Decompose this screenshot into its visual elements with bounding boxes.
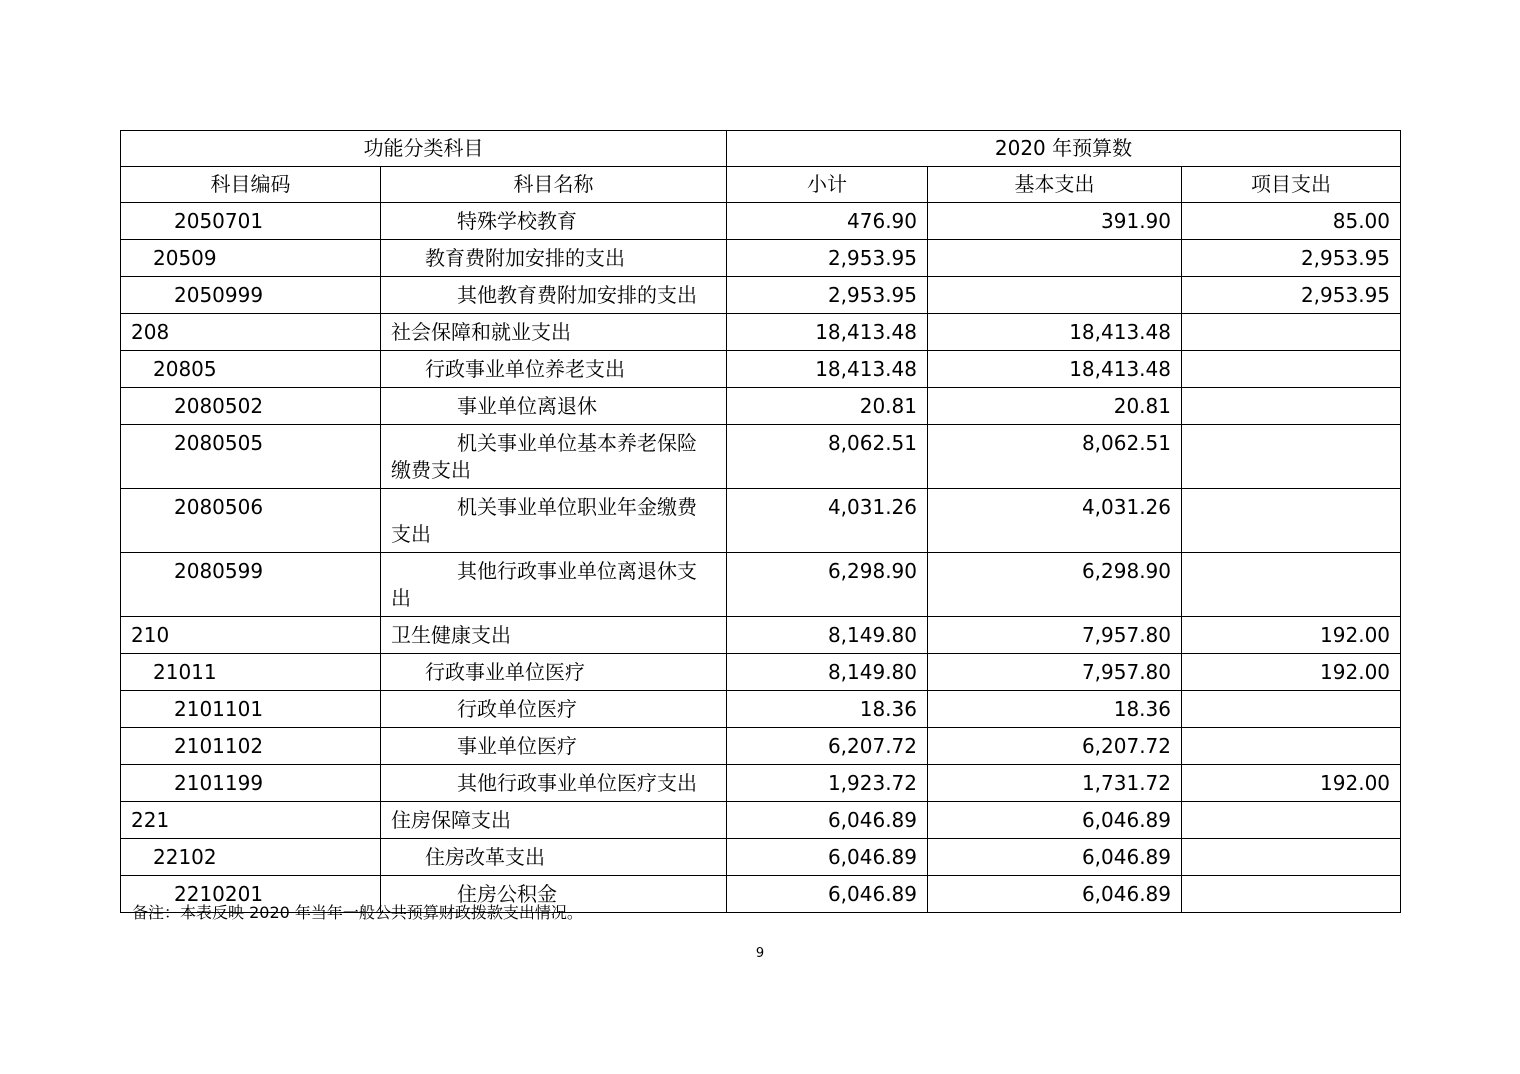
table-row: [121, 277, 1401, 314]
budget-table: [120, 130, 1401, 913]
subject-name-cell: 其他教育费附加安排的支出: [381, 277, 727, 314]
project-expenditure-cell: 2,953.95: [1182, 240, 1401, 277]
header-functional-classification: 功能分类科目: [121, 131, 727, 167]
basic-expenditure-cell: 391.90: [928, 203, 1182, 240]
project-expenditure-cell: [1182, 351, 1401, 388]
basic-expenditure-cell: 1,731.72: [928, 765, 1182, 802]
project-expenditure-cell: 192.00: [1182, 654, 1401, 691]
subject-code-cell: 20509: [121, 240, 381, 277]
subject-code-cell: 2050701: [121, 203, 381, 240]
subtotal-cell: 8,062.51: [727, 425, 928, 489]
project-expenditure-cell: [1182, 489, 1401, 553]
subject-name-cell: 社会保障和就业支出: [381, 314, 727, 351]
project-expenditure-cell: [1182, 425, 1401, 489]
subject-code-cell: 22102: [121, 839, 381, 876]
project-expenditure-cell: 2,953.95: [1182, 277, 1401, 314]
basic-expenditure-cell: [928, 240, 1182, 277]
header-subject-name: 科目名称: [381, 167, 727, 203]
basic-expenditure-cell: 18,413.48: [928, 351, 1182, 388]
subject-name-cell: 住房保障支出: [381, 802, 727, 839]
project-expenditure-cell: 85.00: [1182, 203, 1401, 240]
table-row: [121, 553, 1401, 617]
table-row: [121, 203, 1401, 240]
table-row: [121, 314, 1401, 351]
subject-name-cell: 行政单位医疗: [381, 691, 727, 728]
header-column-row: [121, 167, 1401, 203]
subject-name-cell: 卫生健康支出: [381, 617, 727, 654]
basic-expenditure-cell: 7,957.80: [928, 654, 1182, 691]
table-row: [121, 489, 1401, 553]
table-row: [121, 388, 1401, 425]
project-expenditure-cell: [1182, 802, 1401, 839]
basic-expenditure-cell: 18.36: [928, 691, 1182, 728]
subtotal-cell: 6,046.89: [727, 839, 928, 876]
subtotal-cell: 1,923.72: [727, 765, 928, 802]
subject-code-cell: 20805: [121, 351, 381, 388]
table-row: [121, 765, 1401, 802]
project-expenditure-cell: 192.00: [1182, 617, 1401, 654]
subtotal-cell: 6,207.72: [727, 728, 928, 765]
project-expenditure-cell: [1182, 728, 1401, 765]
subtotal-cell: 18,413.48: [727, 351, 928, 388]
basic-expenditure-cell: 18,413.48: [928, 314, 1182, 351]
table-row: [121, 617, 1401, 654]
project-expenditure-cell: [1182, 691, 1401, 728]
table-row: [121, 839, 1401, 876]
subtotal-cell: 4,031.26: [727, 489, 928, 553]
subject-name-cell: 事业单位医疗: [381, 728, 727, 765]
table-row: [121, 351, 1401, 388]
project-expenditure-cell: 192.00: [1182, 765, 1401, 802]
subject-name-cell: 其他行政事业单位离退休支出: [381, 553, 727, 617]
header-basic-expenditure: 基本支出: [928, 167, 1182, 203]
subject-code-cell: 2101199: [121, 765, 381, 802]
header-subject-code: 科目编码: [121, 167, 381, 203]
subject-code-cell: 208: [121, 314, 381, 351]
subject-name-cell: 特殊学校教育: [381, 203, 727, 240]
basic-expenditure-cell: 20.81: [928, 388, 1182, 425]
subtotal-cell: 8,149.80: [727, 617, 928, 654]
header-budget-2020: 2020 年预算数: [727, 131, 1401, 167]
subject-code-cell: 21011: [121, 654, 381, 691]
project-expenditure-cell: [1182, 839, 1401, 876]
subject-code-cell: 2101102: [121, 728, 381, 765]
basic-expenditure-cell: 6,046.89: [928, 802, 1182, 839]
table-row: [121, 654, 1401, 691]
subtotal-cell: 18.36: [727, 691, 928, 728]
subject-name-cell: 事业单位离退休: [381, 388, 727, 425]
subject-code-cell: 2080505: [121, 425, 381, 489]
subject-name-cell: 其他行政事业单位医疗支出: [381, 765, 727, 802]
subtotal-cell: 8,149.80: [727, 654, 928, 691]
subtotal-cell: 20.81: [727, 388, 928, 425]
table-row: [121, 802, 1401, 839]
subject-code-cell: 2210201: [121, 876, 381, 913]
page-number: 9: [755, 946, 765, 961]
subtotal-cell: 6,298.90: [727, 553, 928, 617]
basic-expenditure-cell: 6,207.72: [928, 728, 1182, 765]
project-expenditure-cell: [1182, 553, 1401, 617]
subject-name-cell: 机关事业单位基本养老保险缴费支出: [381, 425, 727, 489]
basic-expenditure-cell: 8,062.51: [928, 425, 1182, 489]
table-note: 备注：本表反映 2020 年当年一般公共预算财政拨款支出情况。: [132, 903, 583, 922]
subject-name-cell: 教育费附加安排的支出: [381, 240, 727, 277]
subtotal-cell: 6,046.89: [727, 802, 928, 839]
subject-name-cell: 行政事业单位医疗: [381, 654, 727, 691]
project-expenditure-cell: [1182, 314, 1401, 351]
table-row: [121, 728, 1401, 765]
subtotal-cell: 6,046.89: [727, 876, 928, 913]
subtotal-cell: 2,953.95: [727, 277, 928, 314]
subject-name-cell: 住房公积金: [381, 876, 727, 913]
subject-code-cell: 2050999: [121, 277, 381, 314]
subject-code-cell: 2080502: [121, 388, 381, 425]
basic-expenditure-cell: 6,046.89: [928, 839, 1182, 876]
table-row: [121, 425, 1401, 489]
subtotal-cell: 18,413.48: [727, 314, 928, 351]
subject-code-cell: 2080506: [121, 489, 381, 553]
subject-name-cell: 住房改革支出: [381, 839, 727, 876]
basic-expenditure-cell: 6,298.90: [928, 553, 1182, 617]
header-project-expenditure: 项目支出: [1182, 167, 1401, 203]
project-expenditure-cell: [1182, 388, 1401, 425]
header-group-row: [121, 131, 1401, 167]
basic-expenditure-cell: 6,046.89: [928, 876, 1182, 913]
header-subtotal: 小计: [727, 167, 928, 203]
subject-code-cell: 210: [121, 617, 381, 654]
subject-code-cell: 2101101: [121, 691, 381, 728]
subject-name-cell: 行政事业单位养老支出: [381, 351, 727, 388]
subtotal-cell: 476.90: [727, 203, 928, 240]
table-row: [121, 240, 1401, 277]
basic-expenditure-cell: 7,957.80: [928, 617, 1182, 654]
basic-expenditure-cell: 4,031.26: [928, 489, 1182, 553]
subject-name-cell: 机关事业单位职业年金缴费支出: [381, 489, 727, 553]
subject-code-cell: 221: [121, 802, 381, 839]
project-expenditure-cell: [1182, 876, 1401, 913]
basic-expenditure-cell: [928, 277, 1182, 314]
budget-table-body: [121, 131, 1401, 913]
table-row: [121, 691, 1401, 728]
subject-code-cell: 2080599: [121, 553, 381, 617]
subtotal-cell: 2,953.95: [727, 240, 928, 277]
